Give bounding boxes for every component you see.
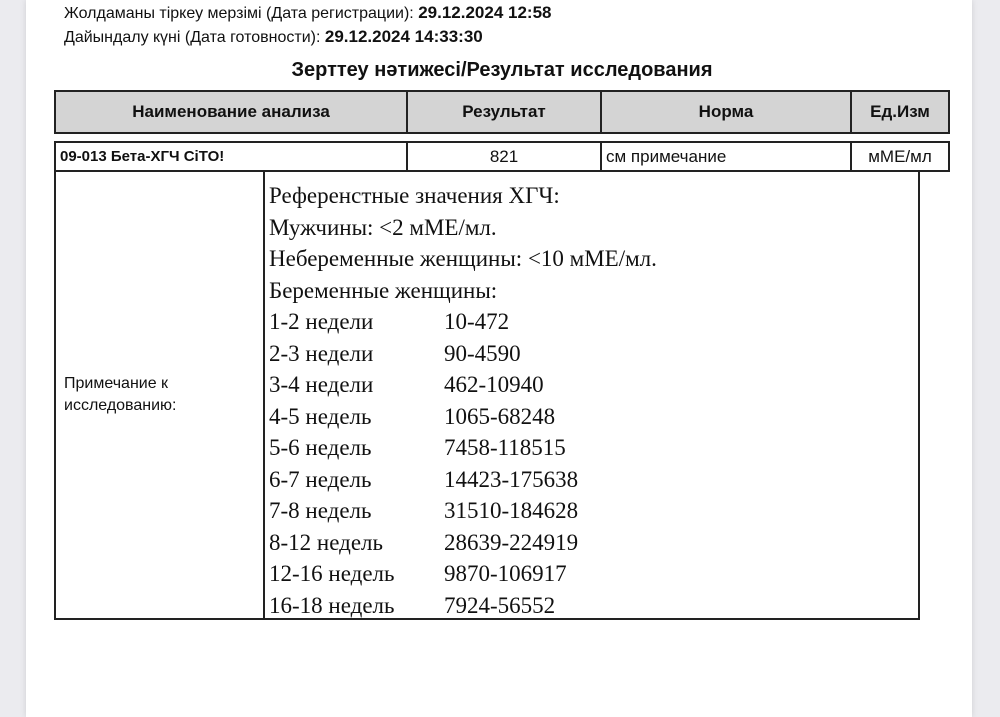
table-header (54, 90, 950, 134)
reference-weeks: 8-12 недель (269, 529, 384, 555)
reference-range-row (269, 590, 657, 622)
note-label: Примечание к исследованию: (56, 172, 265, 618)
reference-weeks: 5-6 недель (269, 435, 372, 460)
reference-range-row (269, 338, 657, 370)
registration-date-value: 29.12.2024 12:58 (418, 3, 552, 22)
reference-range: 1065-68248 (444, 403, 556, 429)
reference-range-row (269, 558, 657, 590)
table-row (54, 141, 954, 172)
reference-range-row (269, 432, 657, 464)
registration-date-line (64, 3, 551, 23)
reference-range: 462-10940 (444, 372, 544, 397)
note-line: Мужчины: <2 мМЕ/мл. (269, 214, 497, 240)
reference-range: 7458-118515 (444, 435, 566, 460)
reference-range: 14423-175638 (444, 466, 579, 492)
reference-range-row (269, 527, 657, 559)
analysis-result: 821 (406, 141, 602, 172)
column-header-norm: Норма (600, 90, 852, 134)
note-line: Небеременные женщины: <10 мМЕ/мл. (269, 246, 657, 271)
reference-weeks: 7-8 недель (269, 498, 372, 523)
reference-range: 10-472 (444, 309, 510, 334)
reference-weeks: 12-16 недель (269, 561, 395, 586)
note-section (54, 172, 920, 620)
reference-range: 90-4590 (444, 340, 521, 366)
ready-date-value: 29.12.2024 14:33:30 (324, 27, 483, 46)
column-header-result: Результат (406, 90, 602, 134)
analysis-name: 09-013 Бета-ХГЧ CiTO! (54, 141, 408, 172)
note-line: Референстные значения ХГЧ: (269, 183, 560, 208)
reference-weeks: 6-7 недель (269, 466, 372, 492)
reference-weeks: 2-3 недели (269, 340, 374, 366)
note-line: Беременные женщины: (269, 277, 498, 303)
ready-date-label: Дайындалу күні (Дата готовности): (64, 29, 321, 46)
reference-range-row (269, 306, 657, 338)
reference-range: 31510-184628 (444, 498, 579, 523)
registration-date-label: Жолдаманы тіркеу мерзімі (Дата регистрации): (64, 5, 414, 22)
column-header-unit: Ед.Изм (850, 90, 950, 134)
reference-range-row (269, 495, 657, 527)
reference-weeks: 4-5 недель (269, 403, 372, 429)
page-title: Зерттеу нәтижесі/Результат исследования (291, 59, 713, 81)
reference-range: 9870-106917 (444, 561, 567, 586)
analysis-norm: см примечание (600, 141, 852, 172)
reference-weeks: 16-18 недель (269, 592, 395, 618)
reference-weeks: 1-2 недели (269, 309, 374, 334)
note-content (265, 172, 657, 618)
analysis-unit: мМЕ/мл (850, 141, 950, 172)
reference-weeks: 3-4 недели (269, 372, 374, 397)
reference-range-row (269, 464, 657, 496)
reference-range-row (269, 369, 657, 401)
reference-range: 28639-224919 (444, 529, 579, 555)
column-header-name: Наименование анализа (54, 90, 408, 134)
reference-range: 7924-56552 (444, 592, 556, 618)
ready-date-line (64, 27, 483, 47)
reference-range-row (269, 401, 657, 433)
